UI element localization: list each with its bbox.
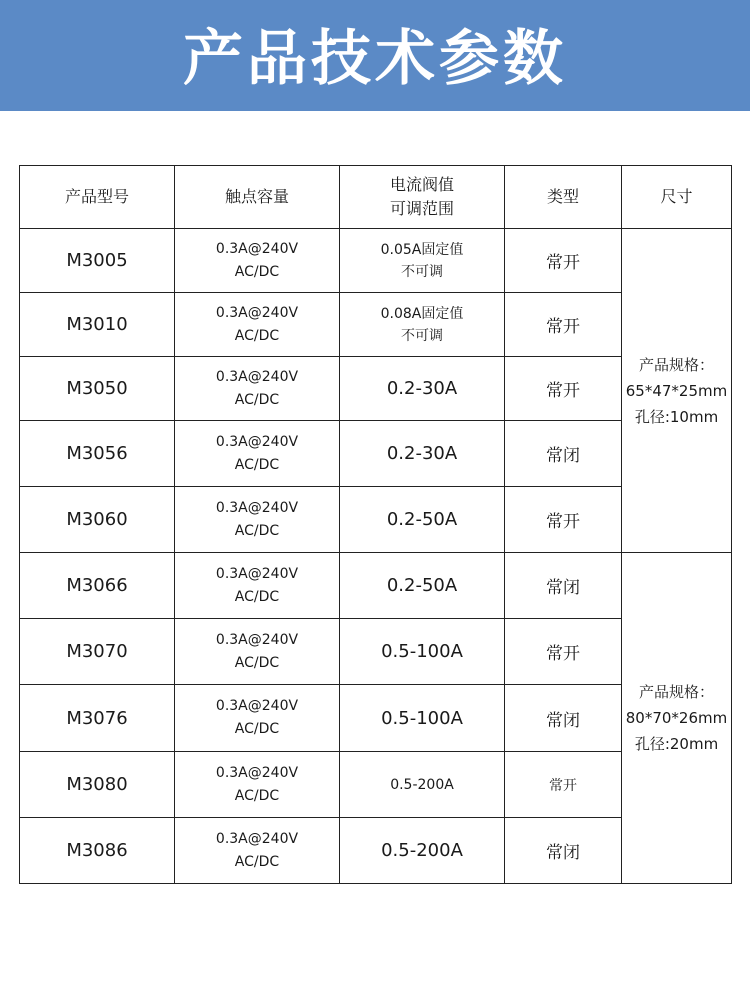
range-cell: 0.5-100A xyxy=(340,685,505,752)
size-hole-diameter: 孔径:20mm xyxy=(634,735,719,753)
capacity-line2: AC/DC xyxy=(234,654,280,671)
capacity-line1: 0.3A@240V xyxy=(215,764,299,781)
range-cell: 0.5-100A xyxy=(340,619,505,685)
capacity-cell xyxy=(175,229,340,293)
capacity-line2: AC/DC xyxy=(234,456,280,473)
model-cell: M3080 xyxy=(20,752,175,818)
size-cell-group-1 xyxy=(622,229,732,553)
range-cell xyxy=(340,229,505,293)
capacity-line2: AC/DC xyxy=(234,522,280,539)
header-capacity: 触点容量 xyxy=(175,166,340,229)
type-cell: 常开 xyxy=(505,357,622,421)
type-cell: 常开 xyxy=(505,229,622,293)
capacity-line1: 0.3A@240V xyxy=(215,631,299,648)
range-line2: 不可调 xyxy=(401,327,443,344)
capacity-cell xyxy=(175,487,340,553)
range-cell: 0.2-30A xyxy=(340,421,505,487)
model-cell: M3070 xyxy=(20,619,175,685)
table-row xyxy=(20,553,732,619)
range-cell: 0.2-50A xyxy=(340,487,505,553)
capacity-cell xyxy=(175,357,340,421)
table-header-row xyxy=(20,166,732,229)
capacity-line2: AC/DC xyxy=(234,853,280,870)
type-cell: 常闭 xyxy=(505,818,622,884)
capacity-cell xyxy=(175,619,340,685)
header-range-line1: 电流阀值 xyxy=(389,175,454,194)
capacity-line1: 0.3A@240V xyxy=(215,240,299,257)
type-cell: 常闭 xyxy=(505,421,622,487)
range-cell: 0.5-200A xyxy=(340,818,505,884)
spec-table xyxy=(19,165,732,884)
capacity-cell xyxy=(175,553,340,619)
header-size: 尺寸 xyxy=(622,166,732,229)
type-cell: 常闭 xyxy=(505,685,622,752)
capacity-line1: 0.3A@240V xyxy=(215,368,299,385)
range-cell xyxy=(340,293,505,357)
range-cell: 0.5-200A xyxy=(340,752,505,818)
range-cell: 0.2-30A xyxy=(340,357,505,421)
capacity-cell xyxy=(175,752,340,818)
capacity-line1: 0.3A@240V xyxy=(215,698,299,714)
header-range-line2: 可调范围 xyxy=(389,199,454,218)
model-cell: M3050 xyxy=(20,357,175,421)
capacity-line1: 0.3A@240V xyxy=(215,565,299,582)
model-cell: M3010 xyxy=(20,293,175,357)
type-cell: 常开 xyxy=(505,293,622,357)
capacity-line2: AC/DC xyxy=(234,263,280,280)
header-range xyxy=(340,166,505,229)
model-cell: M3005 xyxy=(20,229,175,293)
capacity-cell xyxy=(175,685,340,752)
capacity-cell xyxy=(175,818,340,884)
size-spec-label: 产品规格： xyxy=(638,355,714,374)
size-spec-label: 产品规格： xyxy=(638,683,714,701)
size-dimensions: 80*70*26mm xyxy=(625,709,728,727)
range-line1: 0.08A固定值 xyxy=(380,305,464,322)
page-title: 产品技术参数 xyxy=(183,23,567,94)
capacity-line1: 0.3A@240V xyxy=(215,499,299,516)
capacity-line2: AC/DC xyxy=(234,721,280,737)
model-cell: M3066 xyxy=(20,553,175,619)
range-line1: 0.05A固定值 xyxy=(380,241,464,258)
range-cell: 0.2-50A xyxy=(340,553,505,619)
size-cell-group-2 xyxy=(622,553,732,884)
type-cell: 常开 xyxy=(505,619,622,685)
model-cell: M3056 xyxy=(20,421,175,487)
type-cell: 常开 xyxy=(505,487,622,553)
range-line2: 不可调 xyxy=(401,263,443,280)
capacity-cell xyxy=(175,293,340,357)
capacity-line1: 0.3A@240V xyxy=(215,304,299,321)
size-hole-diameter: 孔径:10mm xyxy=(634,407,719,426)
capacity-line1: 0.3A@240V xyxy=(215,830,299,847)
capacity-line1: 0.3A@240V xyxy=(215,433,299,450)
size-dimensions: 65*47*25mm xyxy=(625,381,728,400)
title-banner xyxy=(0,0,750,111)
model-cell: M3060 xyxy=(20,487,175,553)
model-cell: M3076 xyxy=(20,685,175,752)
capacity-cell xyxy=(175,421,340,487)
header-type: 类型 xyxy=(505,166,622,229)
header-model: 产品型号 xyxy=(20,166,175,229)
capacity-line2: AC/DC xyxy=(234,588,280,605)
type-cell: 常开 xyxy=(505,752,622,818)
capacity-line2: AC/DC xyxy=(234,391,280,408)
type-cell: 常闭 xyxy=(505,553,622,619)
capacity-line2: AC/DC xyxy=(234,327,280,344)
model-cell: M3086 xyxy=(20,818,175,884)
table-row xyxy=(20,229,732,293)
capacity-line2: AC/DC xyxy=(234,787,280,804)
